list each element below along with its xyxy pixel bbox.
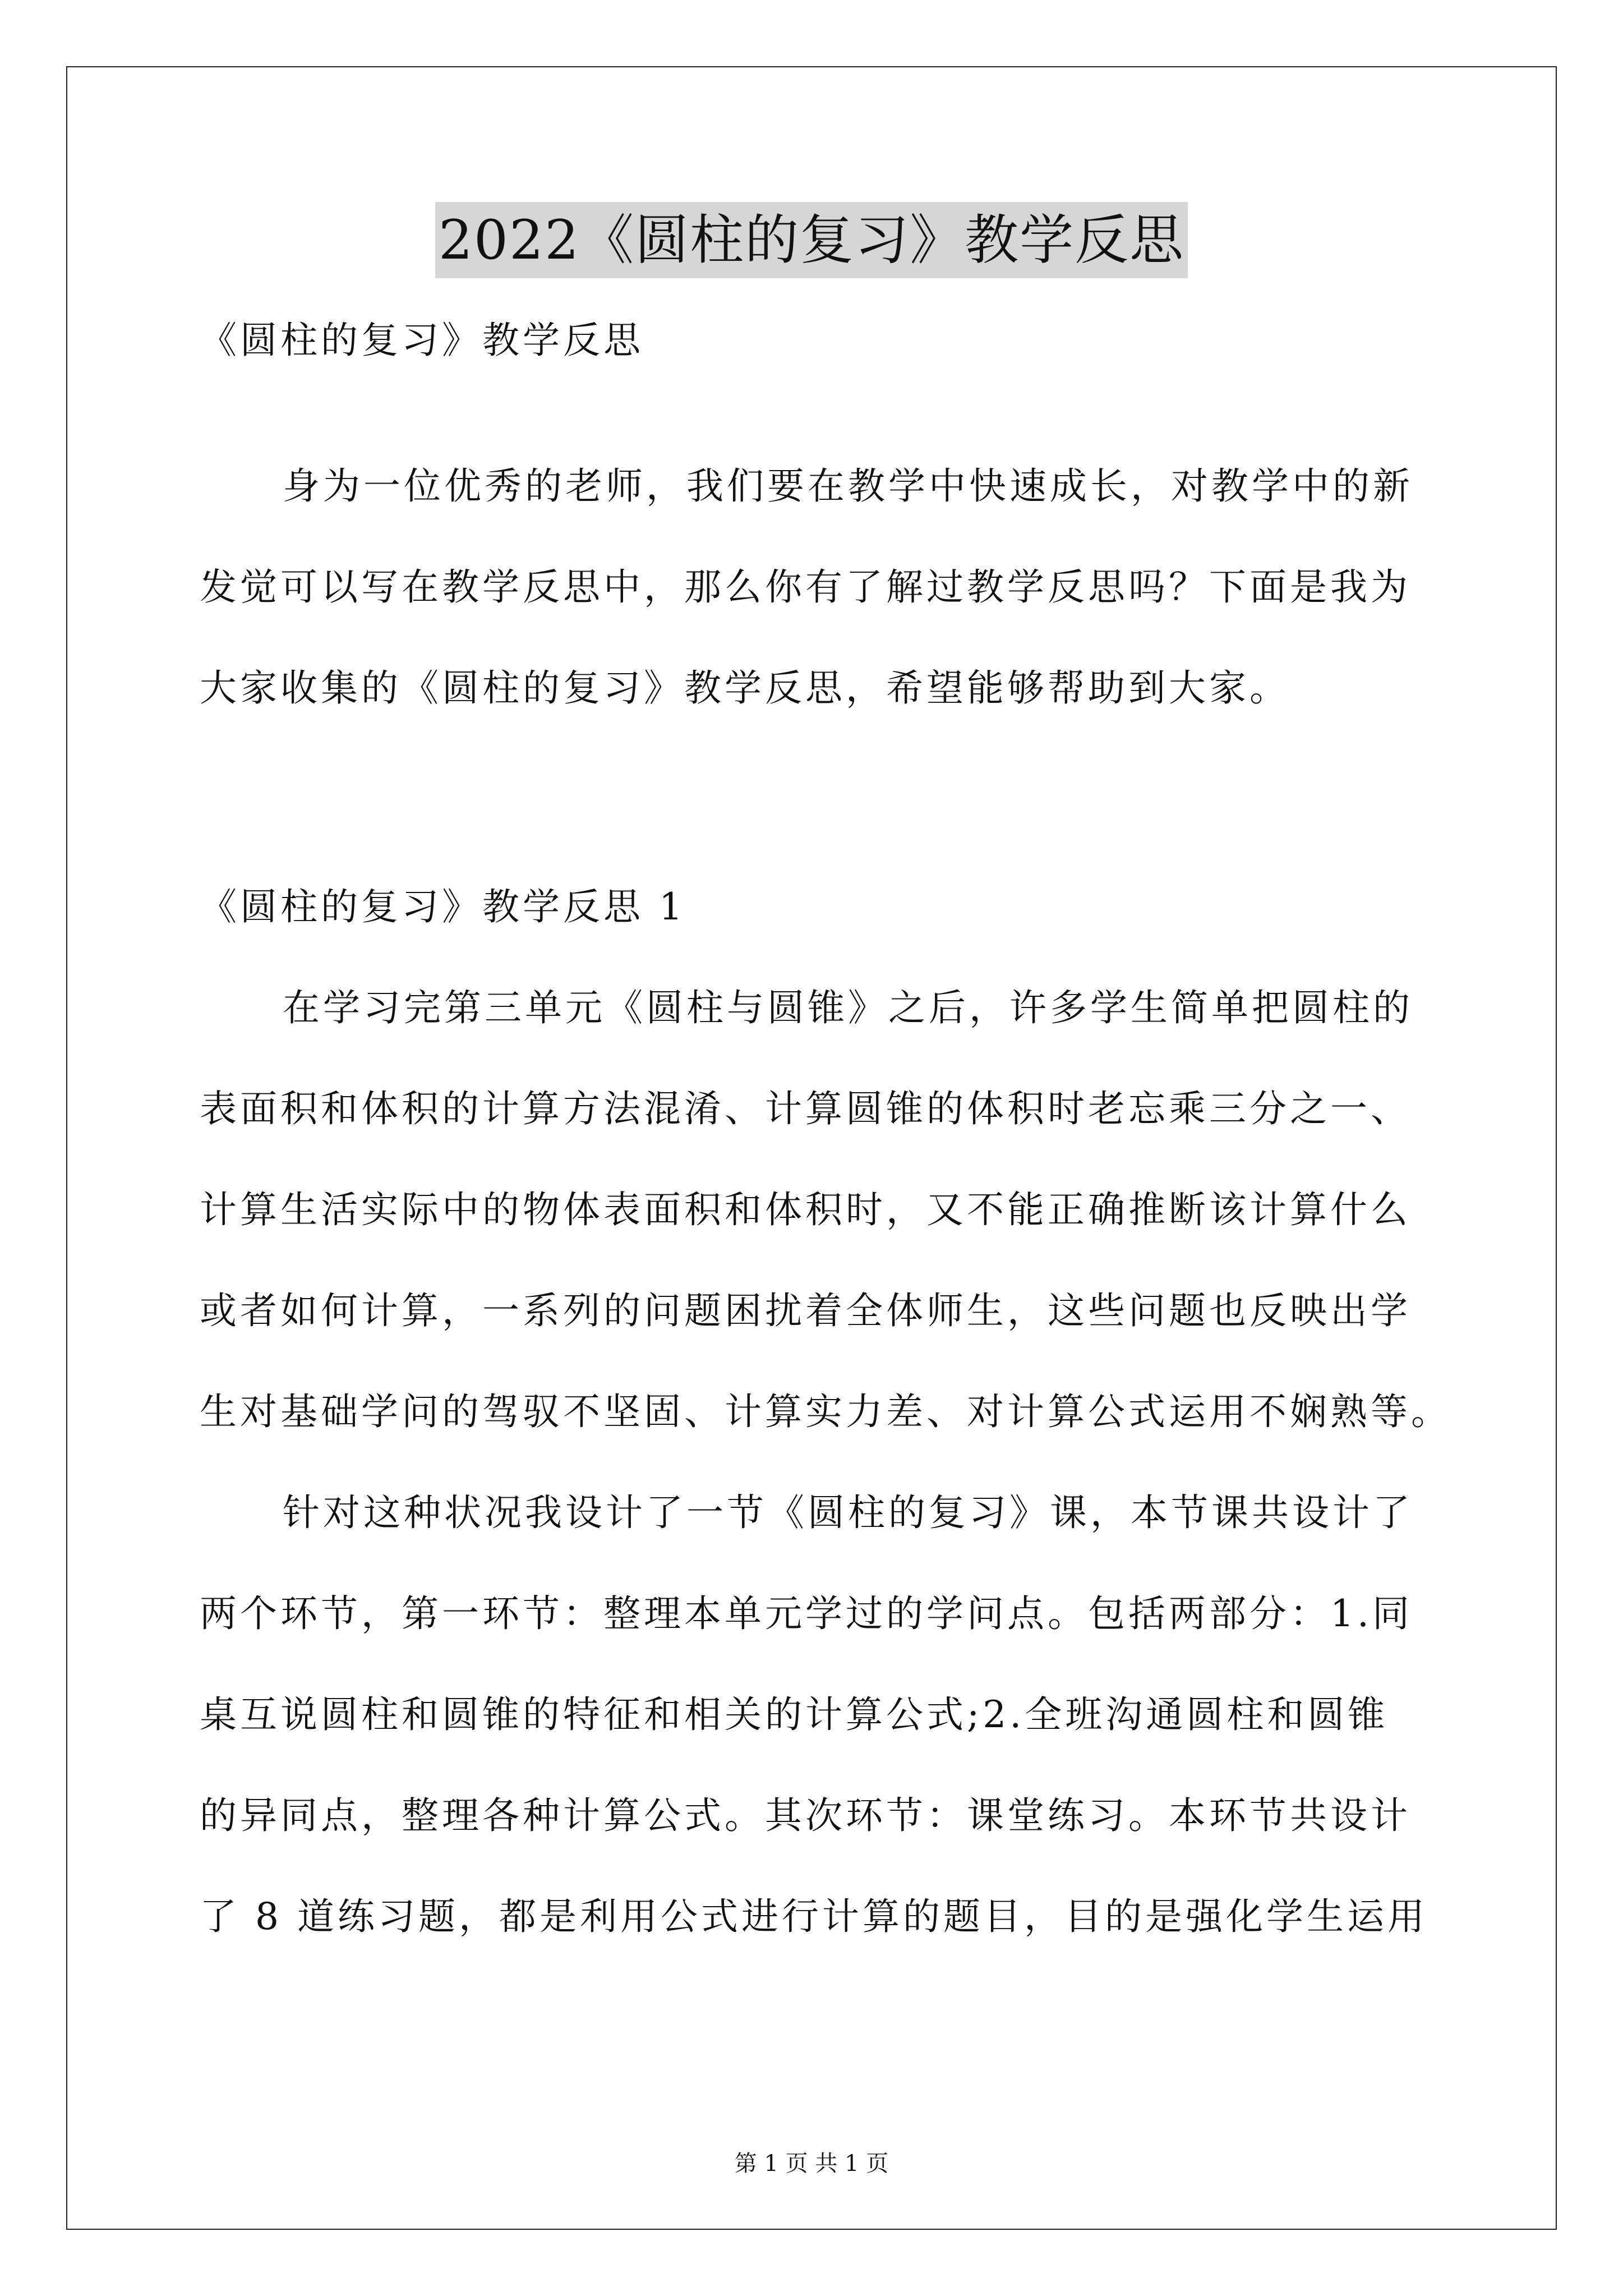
intro-line: 大家收集的《圆柱的复习》教学反思，希望能够帮助到大家。 xyxy=(200,666,1290,710)
paragraph-line: 生对基础学问的驾驭不坚固、计算实力差、对计算公式运用不娴熟等。 xyxy=(200,1390,1451,1433)
intro-line: 身为一位优秀的老师，我们要在教学中快速成长，对教学中的新 xyxy=(283,464,1413,508)
paragraph-line: 在学习完第三单元《圆柱与圆锥》之后，许多学生简单把圆柱的 xyxy=(283,986,1413,1029)
page-footer: 第 1 页 共 1 页 xyxy=(734,2151,889,2177)
subtitle: 《圆柱的复习》教学反思 xyxy=(200,319,644,362)
document-title: 2022《圆柱的复习》教学反思 xyxy=(435,202,1188,278)
paragraph-line: 的异同点，整理各种计算公式。其次环节：课堂练习。本环节共设计 xyxy=(200,1794,1411,1837)
paragraph-line: 或者如何计算，一系列的问题困扰着全体师生，这些问题也反映出学 xyxy=(200,1289,1411,1332)
paragraph-line: 针对这种状况我设计了一节《圆柱的复习》课，本节课共设计了 xyxy=(283,1491,1413,1534)
paragraph-line: 桌互说圆柱和圆锥的特征和相关的计算公式;2.全班沟通圆柱和圆锥 xyxy=(200,1693,1389,1736)
document-title-wrap xyxy=(0,202,1623,278)
paragraph-line: 计算生活实际中的物体表面积和体积时，又不能正确推断该计算什么 xyxy=(200,1188,1411,1231)
section-heading: 《圆柱的复习》教学反思 1 xyxy=(200,885,686,928)
paragraph-line: 两个环节，第一环节：整理本单元学过的学问点。包括两部分：1.同 xyxy=(200,1592,1413,1635)
paragraph-line: 表面积和体积的计算方法混淆、计算圆锥的体积时老忘乘三分之一、 xyxy=(200,1087,1411,1130)
paragraph-line: 了 8 道练习题，都是利用公式进行计算的题目，目的是强化学生运用 xyxy=(200,1895,1428,1938)
intro-line: 发觉可以写在教学反思中，那么你有了解过教学反思吗？下面是我为 xyxy=(200,565,1411,609)
